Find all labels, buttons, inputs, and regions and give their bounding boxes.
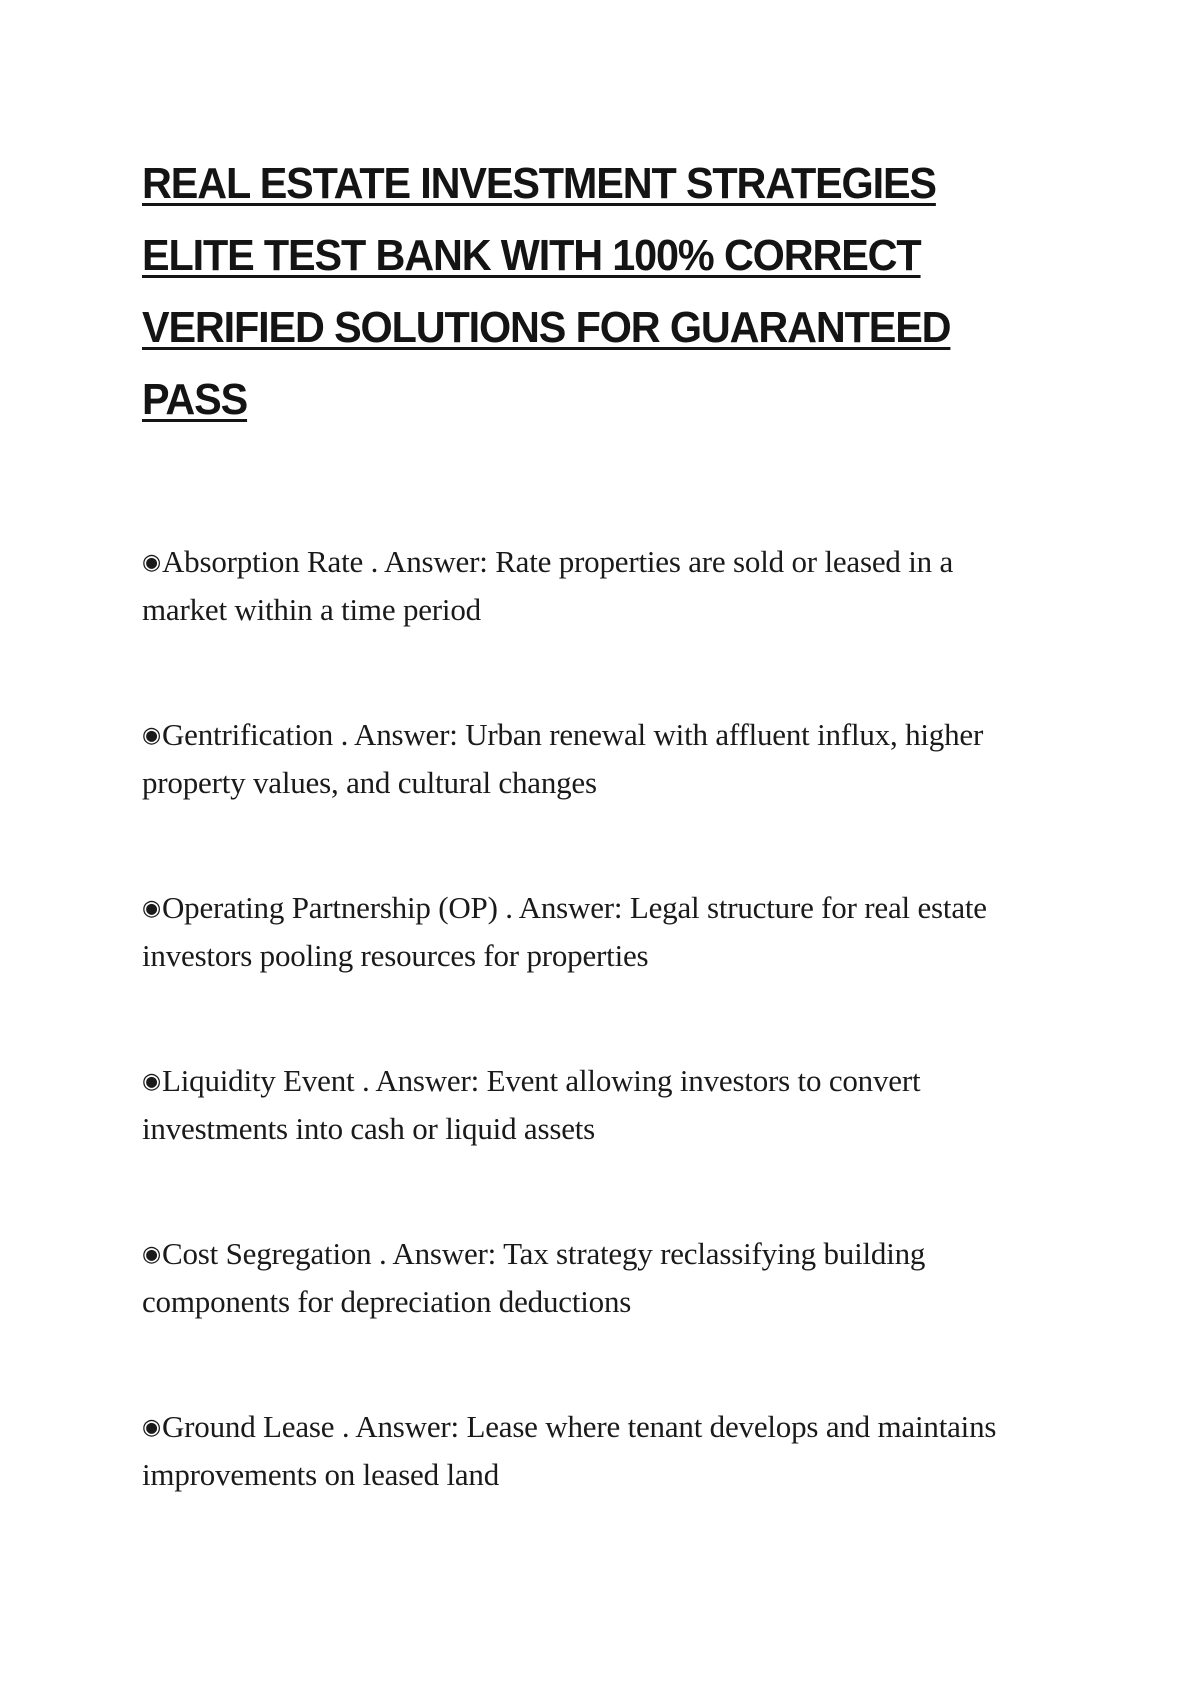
radio-bullet-icon: ◉	[142, 723, 161, 748]
qa-entry	[142, 711, 1042, 806]
radio-bullet-icon: ◉	[142, 550, 161, 575]
radio-bullet-icon: ◉	[142, 896, 161, 921]
list-item	[142, 1057, 1042, 1230]
qa-term: Liquidity Event	[162, 1063, 355, 1098]
qa-term: Cost Segregation	[162, 1236, 372, 1271]
qa-separator: . Answer:	[497, 890, 630, 925]
radio-bullet-icon: ◉	[142, 1242, 161, 1267]
document-title: REAL ESTATE INVESTMENT STRATEGIES ELITE TEST BANK WITH 100% CORRECT VERIFIED SOLUTIONS FOR GUARANTEED PASS	[142, 159, 951, 424]
qa-answer: Lease where tenant develops and maintains improvements on leased land	[142, 1409, 997, 1492]
qa-answer: Legal structure for real estate investors pooling resources for properties	[142, 890, 987, 973]
qa-term: Gentrification	[162, 717, 334, 752]
list-item	[142, 711, 1042, 884]
qa-term: Operating Partnership (OP)	[162, 890, 498, 925]
list-item	[142, 538, 1042, 711]
qa-term: Ground Lease	[162, 1409, 335, 1444]
qa-entry	[142, 1057, 1042, 1152]
qa-separator: . Answer:	[334, 1409, 467, 1444]
qa-answer: Event allowing investors to convert investments into cash or liquid assets	[142, 1063, 921, 1146]
qa-entry	[142, 538, 1042, 633]
qa-separator: . Answer:	[354, 1063, 487, 1098]
qa-list	[142, 538, 1042, 1576]
qa-separator: . Answer:	[371, 1236, 504, 1271]
qa-answer: Tax strategy reclassifying building components for depreciation deductions	[142, 1236, 926, 1319]
qa-separator: . Answer:	[333, 717, 466, 752]
list-item	[142, 1403, 1042, 1576]
list-item	[142, 1230, 1042, 1403]
qa-entry	[142, 1403, 1042, 1498]
qa-term: Absorption Rate	[162, 544, 364, 579]
list-item	[142, 884, 1042, 1057]
radio-bullet-icon: ◉	[142, 1069, 161, 1094]
qa-separator: . Answer:	[363, 544, 496, 579]
qa-entry	[142, 1230, 1042, 1325]
qa-answer: Rate properties are sold or leased in a market within a time period	[142, 544, 954, 627]
qa-entry	[142, 884, 1042, 979]
qa-answer: Urban renewal with affluent influx, higher property values, and cultural changes	[142, 717, 984, 800]
radio-bullet-icon: ◉	[142, 1415, 161, 1440]
